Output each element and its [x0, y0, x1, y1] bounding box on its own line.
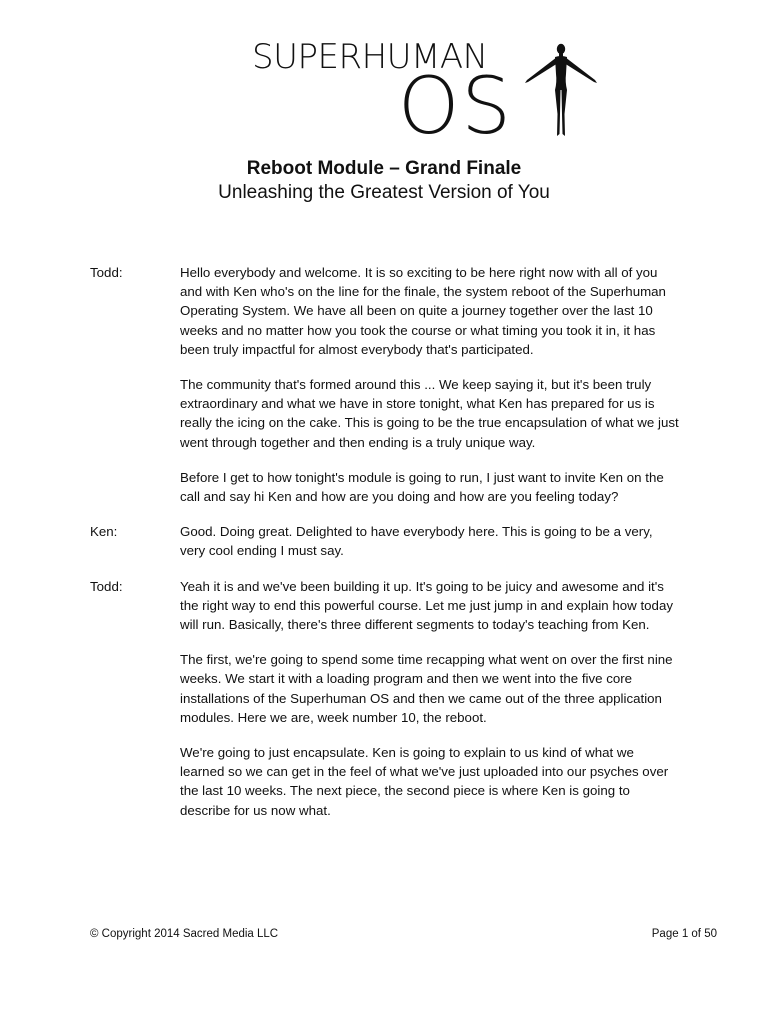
document-title: Reboot Module – Grand Finale	[246, 158, 522, 179]
document-subtitle: Unleashing the Greatest Version of You	[218, 182, 550, 203]
logo-wordmark-bottom: OS	[398, 62, 513, 152]
speaker-label: Todd:	[90, 265, 123, 280]
transcript-entry	[90, 522, 690, 560]
transcript-entry	[90, 577, 690, 820]
paragraph: Yeah it is and we've been building it up. It's going to be juicy and awesome and it's the right way to end this powerful course. Let me just jump in and explain how today will run. Basically, there's three different segments to today's teaching from Ken.	[180, 578, 673, 633]
copyright-footer: © Copyright 2014 Sacred Media LLC	[90, 928, 279, 940]
paragraph: Good. Doing great. Delighted to have everybody here. This is going to be a very, very cool ending I must say.	[180, 524, 653, 559]
paragraph: The community that's formed around this ... We keep saying it, but it's been truly extraordinary and what we have in store tonight, what Ken has prepared for us is really the icing on the cake. This is going to be the true encapsulation of what we just went through together and then ending is a truly unique way.	[180, 377, 679, 450]
logo	[252, 37, 602, 152]
logo-wordmark-top: SUPERHUMAN	[252, 37, 488, 77]
transcript	[90, 263, 690, 836]
speaker-label: Ken:	[90, 524, 118, 540]
paragraph: Before I get to how tonight's module is going to run, I just want to invite Ken on the call and say hi Ken and how are you doing and how are you feeling today?	[180, 469, 664, 505]
paragraph: We're going to just encapsulate. Ken is going to explain to us kind of what we learned so we can get in the feel of what we've just uploaded into our psyches over the last 10 weeks. The next piece, the second piece is where Ken is going to describe for us now what.	[180, 745, 669, 818]
paragraph: The first, we're going to spend some time recapping what went on over the first nine weeks. We start it with a loading program and then we went into the five core installations of the Superhuman OS and then we came out of the three application modules. Here we are, week number 10, the reboot.	[180, 652, 673, 725]
paragraph: Hello everybody and welcome. It is so exciting to be here right now with all of you and with Ken who's on the line for the finale, the system reboot of the Superhuman Operating System. We have all been on quite a journey together over the last 10 weeks and no matter how you took the course or what timing you took it in, it has been truly impactful for almost everybody that's participated.	[180, 265, 666, 357]
speaker-label: Todd:	[90, 578, 123, 594]
page-number: Page 1 of 50	[651, 928, 717, 940]
transcript-entry	[90, 263, 690, 506]
human-figure-icon	[524, 42, 598, 138]
